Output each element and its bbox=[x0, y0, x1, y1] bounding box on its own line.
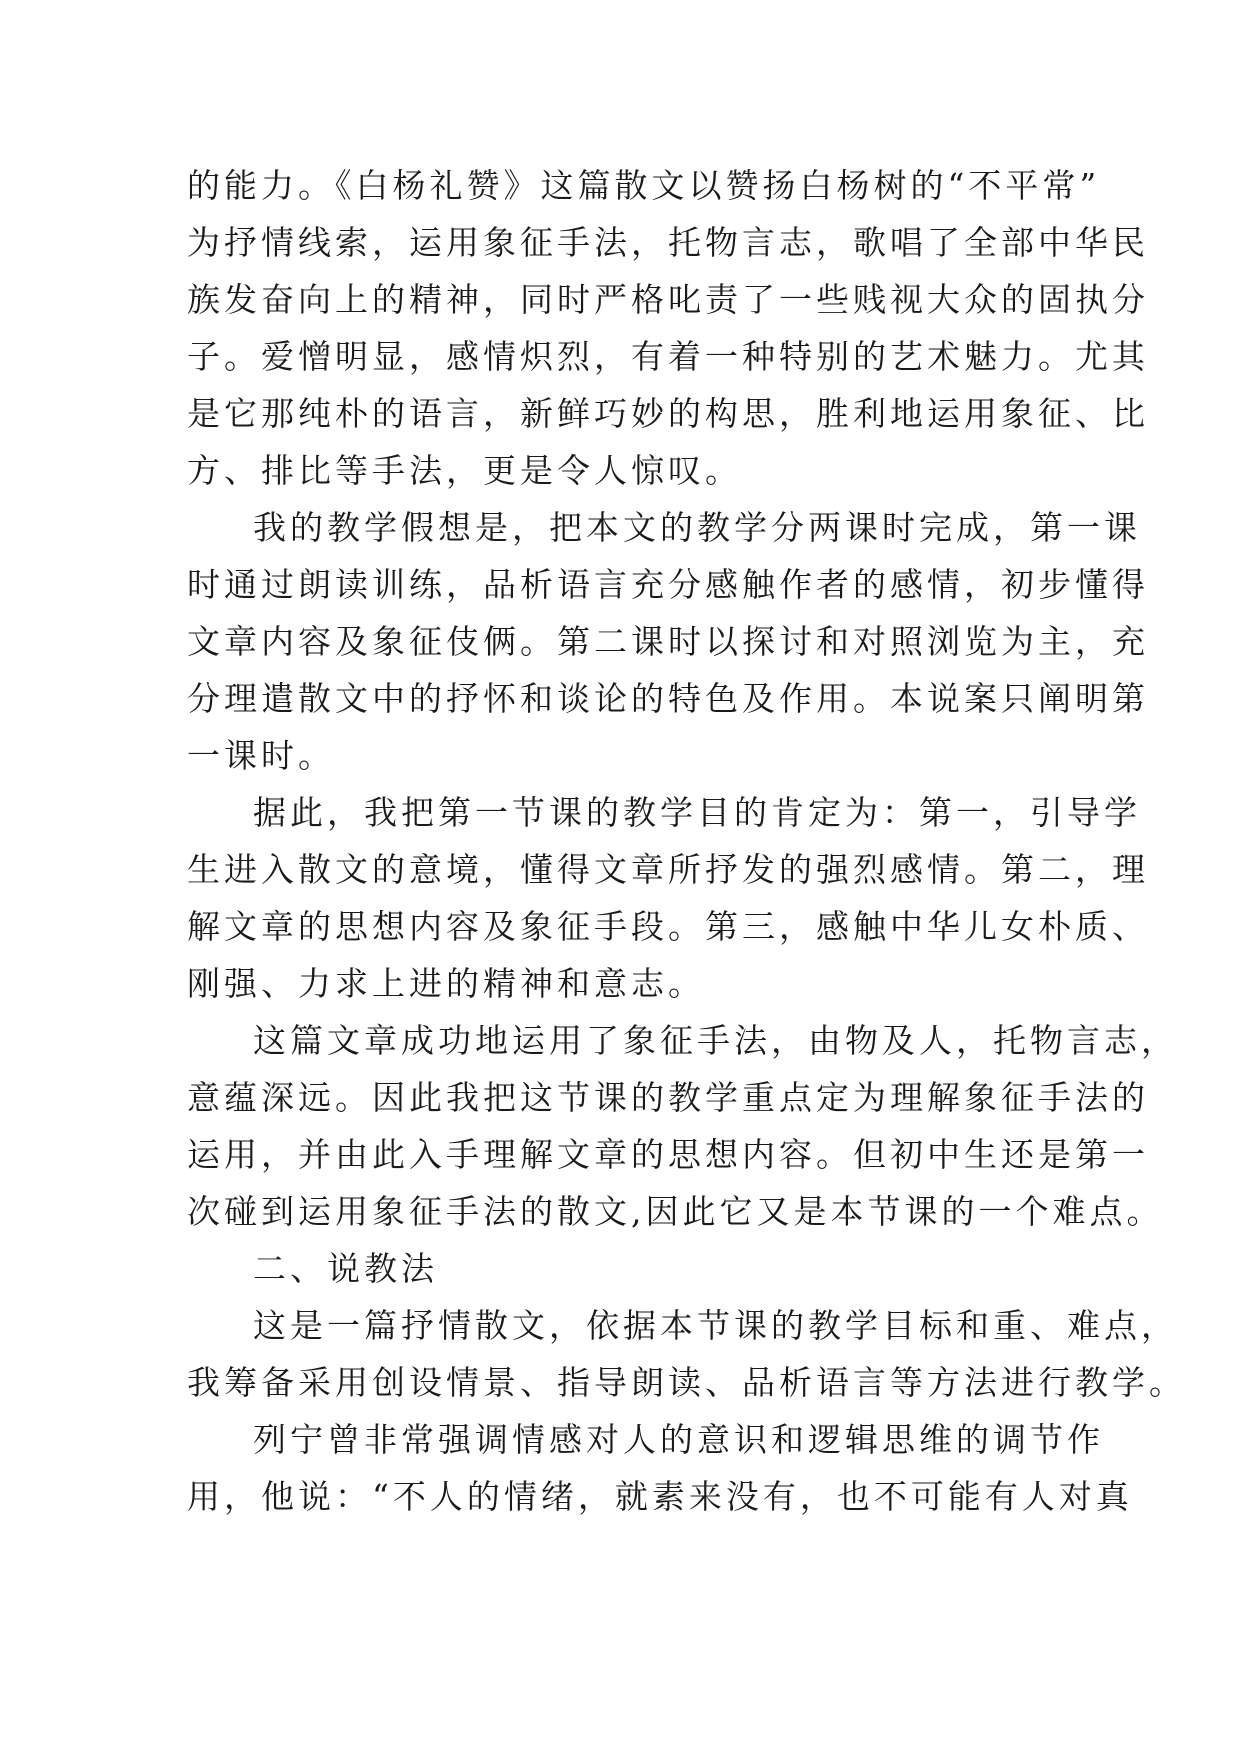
text-line: 生进入散文的意境，懂得文章所抒发的强烈感情。第二，理 bbox=[187, 850, 1149, 889]
text-line: 列宁曾非常强调情感对人的意识和逻辑思维的调节作 bbox=[253, 1420, 1104, 1459]
text-line: 这篇文章成功地运用了象征手法，由物及人，托物言志， bbox=[253, 1021, 1178, 1060]
text-line: 次碰到运用象征手法的散文,因此它又是本节课的一个难点。 bbox=[187, 1192, 1164, 1231]
text-line: 一课时。 bbox=[187, 736, 335, 775]
text-line: 运用，并由此入手理解文章的思想内容。但初中生还是第一 bbox=[187, 1135, 1149, 1174]
text-line: 的能力。《白杨礼赞》这篇散文以赞扬白杨树的“不平常” bbox=[187, 166, 1101, 205]
text-line: 为抒情线索，运用象征手法，托物言志，歌唱了全部中华民 bbox=[187, 223, 1149, 262]
body-text bbox=[187, 157, 1186, 1525]
text-line: 子。爱憎明显，感情炽烈，有着一种特别的艺术魅力。尤其 bbox=[187, 337, 1149, 376]
text-line: 分理遣散文中的抒怀和谈论的特色及作用。本说案只阐明第 bbox=[187, 679, 1149, 718]
text-line: 文章内容及象征伎俩。第二课时以探讨和对照浏览为主，充 bbox=[187, 622, 1149, 661]
text-line: 族发奋向上的精神，同时严格叱责了一些贱视大众的固执分 bbox=[187, 280, 1149, 319]
text-line: 是它那纯朴的语言，新鲜巧妙的构思，胜利地运用象征、比 bbox=[187, 394, 1149, 433]
text-line: 意蕴深远。因此我把这节课的教学重点定为理解象征手法的 bbox=[187, 1078, 1149, 1117]
text-line: 时通过朗读训练，品析语言充分感触作者的感情，初步懂得 bbox=[187, 565, 1149, 604]
text-line: 方、排比等手法，更是令人惊叹。 bbox=[187, 451, 742, 490]
text-line: 我筹备采用创设情景、指导朗读、品析语言等方法进行教学。 bbox=[187, 1363, 1186, 1402]
text-line: 用，他说：“不人的情绪，就素来没有，也不可能有人对真 bbox=[187, 1477, 1133, 1516]
section-heading: 二、说教法 bbox=[253, 1249, 438, 1288]
text-line: 我的教学假想是，把本文的教学分两课时完成，第一课 bbox=[253, 508, 1141, 547]
text-line: 据此，我把第一节课的教学目的肯定为：第一，引导学 bbox=[253, 793, 1141, 832]
text-line: 这是一篇抒情散文，依据本节课的教学目标和重、难点， bbox=[253, 1306, 1178, 1345]
text-line: 刚强、力求上进的精神和意志。 bbox=[187, 964, 705, 1003]
text-line: 解文章的思想内容及象征手段。第三，感触中华儿女朴质、 bbox=[187, 907, 1149, 946]
